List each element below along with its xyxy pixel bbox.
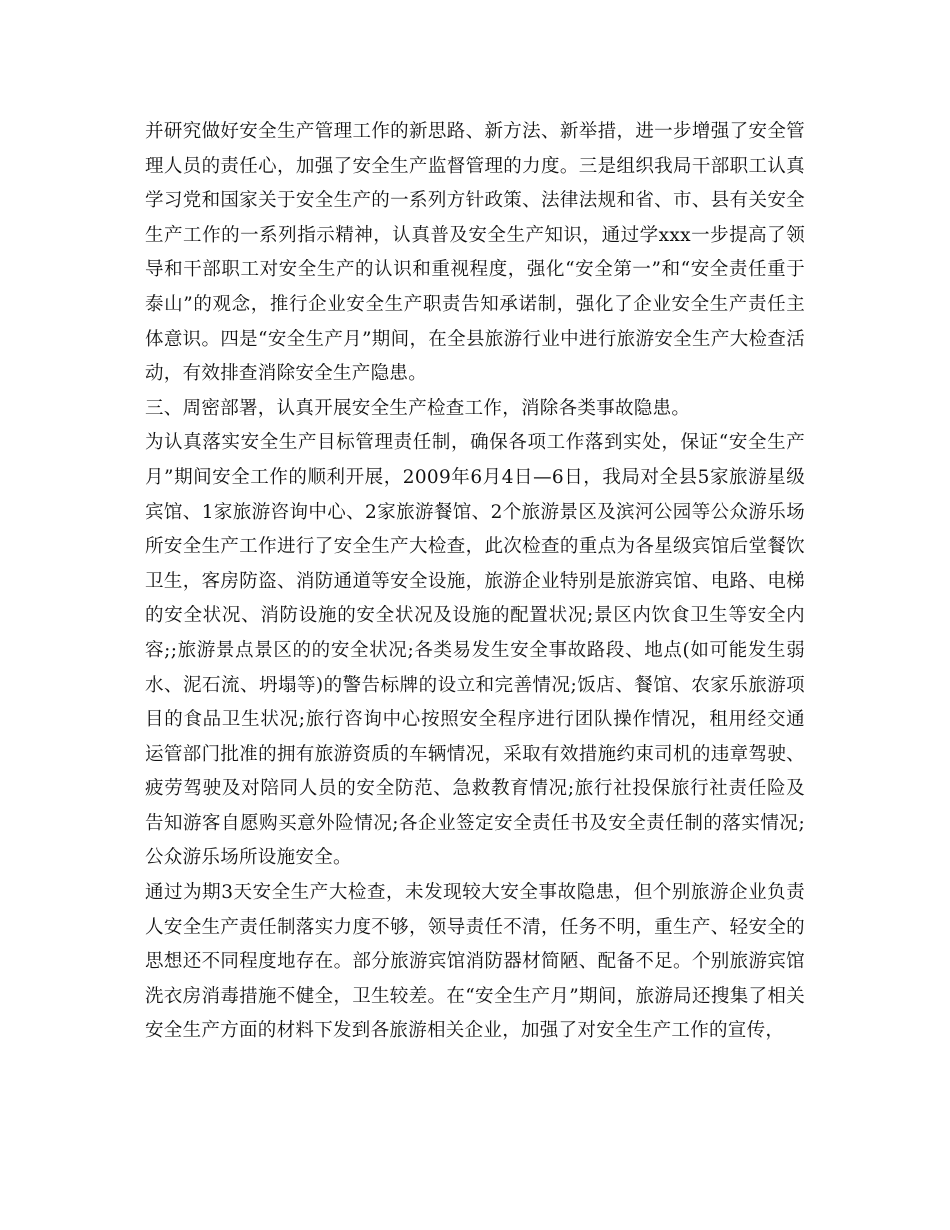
paragraph-3: 通过为期3天安全生产大检查，未发现较大安全事故隐患，但个别旅游企业负责人安全生产责任制落实力度不够，领导责任不清，任务不明，重生产、轻安全的思想还不同程度地存在。部分旅游宾馆消防器材简陋、配备不足。个别旅游宾馆洗衣房消毒措施不健全，卫生较差。在“安全生产月”期间，旅游局还搜集了相关安全生产方面的材料下发到各旅游相关企业，加强了对安全生产工作的宣传， — [145, 882, 805, 1042]
document-body — [145, 115, 805, 1049]
paragraph-2: 为认真落实安全生产目标管理责任制，确保各项工作落到实处，保证“安全生产月”期间安全工作的顺利开展，2009年6月4日—6日，我局对全县5家旅游星级宾馆、1家旅游咨询中心、2家旅游餐馆、2个旅游景区及滨河公园等公众游乐场所安全生产工作进行了安全生产大检查，此次检查的重点为各星级宾馆后堂餐饮卫生，客房防盗、消防通道等安全设施，旅游企业特别是旅游宾馆、电路、电梯的安全状况、消防设施的安全状况及设施的配置状况;景区内饮食卫生等安全内容;;旅游景点景区的的安全状况;各类易发生安全事故路段、地点(如可能发生弱水、泥石流、坍塌等)的警告标牌的设立和完善情况;饭店、餐馆、农家乐旅游项目的食品卫生状况;旅行咨询中心按照安全程序进行团队操作情况，租用经交通运管部门批准的拥有旅游资质的车辆情况，采取有效措施约束司机的违章驾驶、疲劳驾驶及对陪同人员的安全防范、急救教育情况;旅行社投保旅行社责任险及告知游客自愿购买意外险情况;各企业签定安全责任书及安全责任制的落实情况;公众游乐场所设施安全。 — [145, 432, 805, 869]
section-heading: 三、周密部署，认真开展安全生产检查工作，消除各类事故隐患。 — [145, 397, 691, 419]
paragraph-1: 并研究做好安全生产管理工作的新思路、新方法、新举措，进一步增强了安全管理人员的责任心，加强了安全生产监督管理的力度。三是组织我局干部职工认真学习党和国家关于安全生产的一系列方针政策、法律法规和省、市、县有关安全生产工作的一系列指示精神，认真普及安全生产知识，通过学xxx一步提高了领导和干部职工对安全生产的认识和重视程度，强化“安全第一”和“安全责任重于泰山”的观念，推行企业安全生产职责告知承诺制，强化了企业安全生产责任主体意识。四是“安全生产月”期间，在全县旅游行业中进行旅游安全生产大检查活动，有效排查消除安全生产隐患。 — [145, 121, 805, 385]
